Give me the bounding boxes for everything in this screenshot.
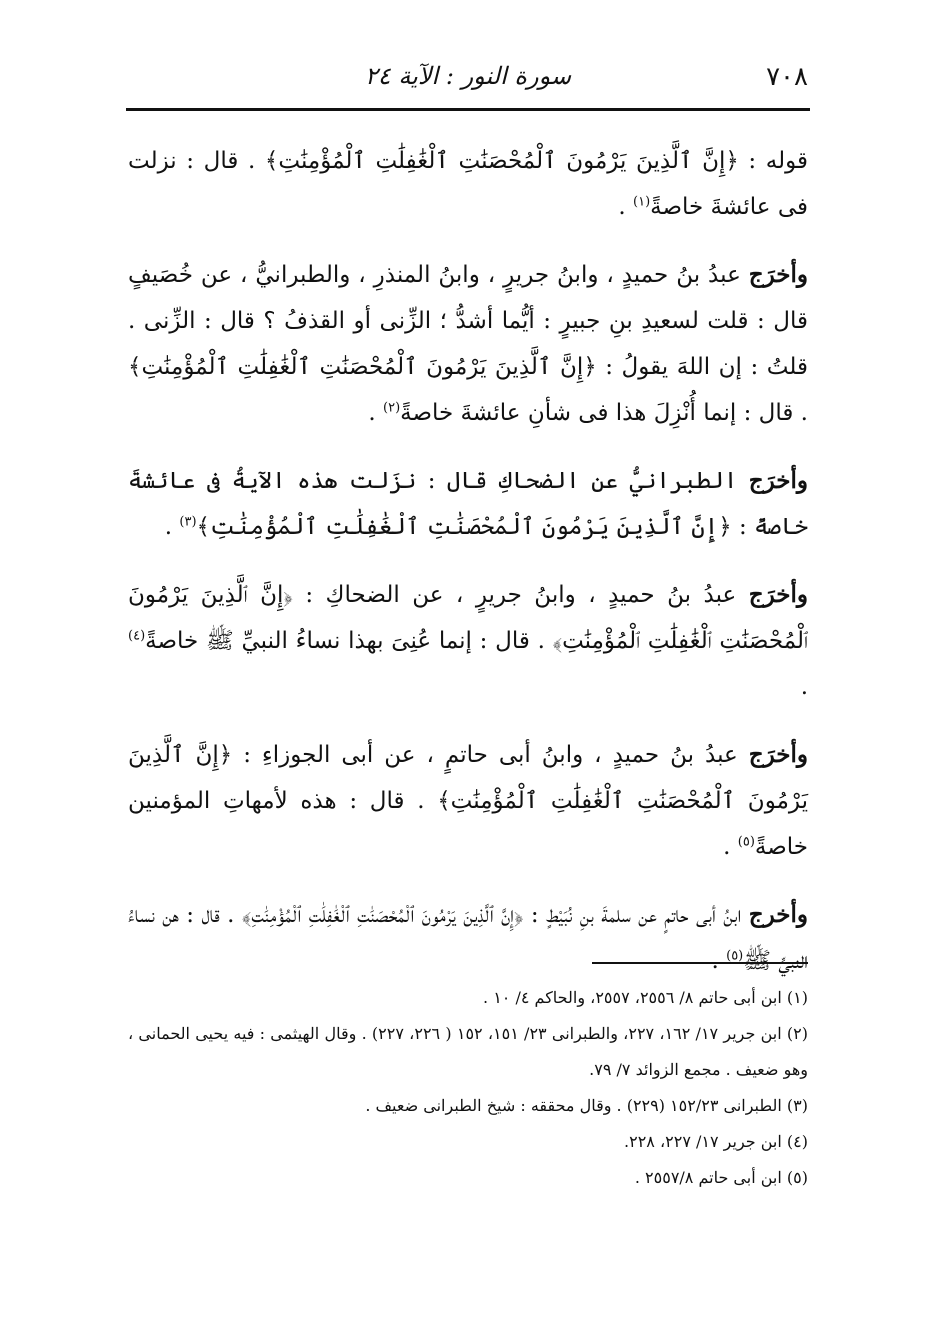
paragraph-tail: .	[164, 514, 180, 540]
footnote-5: (٥) ابن أبى حاتم ٢٥٥٧/٨ .	[634, 1168, 808, 1187]
paragraph-text: الطبرانيُّ عن الضحاكِ قال : نزَلت هذه الآيةُ فى عائشةَ خاصةً : ﴿إِنَّ ٱلَّذِينَ يَرْمُونَ ٱلْمُحْصَنَٰتِ ٱلْغَٰفِلَٰتِ ٱلْمُؤْمِنَٰتِ﴾	[128, 468, 808, 540]
footnotes	[128, 980, 808, 1196]
paragraph-tail: .	[723, 834, 738, 860]
page-number: ٧٠٨	[766, 62, 808, 92]
footnote-ref[interactable]: (١)	[633, 194, 651, 210]
paragraph-tail: .	[711, 948, 727, 974]
header-rule	[126, 108, 810, 111]
footnote-1: (١) ابن أبى حاتم ٨/ ٢٥٥٦، ٢٥٥٧، والحاكم ٤/ ١٠ .	[483, 988, 808, 1007]
footnote-rule	[592, 962, 808, 964]
paragraph-6	[128, 892, 808, 984]
paragraph-text: قوله : ﴿إِنَّ ٱلَّذِينَ يَرْمُونَ ٱلْمُحْصَنَٰتِ ٱلْغَٰفِلَٰتِ ٱلْمُؤْمِنَٰتِ﴾ . قال : نزلت فى عائشةَ خاصةً	[128, 148, 808, 220]
footnote-4: (٤) ابن جرير ١٧/ ٢٢٧، ٢٢٨.	[624, 1132, 808, 1151]
paragraph-text: عبدُ بنُ حميدٍ ، وابنُ أبى حاتمٍ ، عن أبى الجوزاءِ : ﴿إِنَّ ٱلَّذِينَ يَرْمُونَ ٱلْمُحْصَنَٰتِ ٱلْغَٰفِلَٰتِ ٱلْمُؤْمِنَٰتِ﴾ . قال : هذه لأمهاتِ المؤمنين خاصةً	[128, 742, 808, 860]
footnote-ref[interactable]: (٤)	[128, 628, 146, 644]
footnote-2: (٢) ابن جرير ١٧/ ١٦٢، ٢٢٧، والطبرانى ٢٣/ ١٥١، ١٥٢ ( ٢٢٦، ٢٢٧) . وقال الهيثمى : فيه يحيى الحمانى ، وهو ضعيف . مجمع الزوائد ٧/ ٧٩.	[128, 1024, 809, 1079]
paragraph-3	[128, 458, 808, 550]
paragraph-1	[128, 138, 808, 230]
footnote-ref[interactable]: (٢)	[383, 400, 401, 416]
paragraph-lead: وأخرج	[748, 901, 808, 928]
footnote-ref[interactable]: (٣)	[179, 514, 197, 530]
paragraph-text: عبدُ بنُ حميدٍ ، وابنُ جريرٍ ، عن الضحاكِ : ﴿إِنَّ ٱلَّذِينَ يَرْمُونَ ٱلْمُحْصَنَٰتِ ٱلْغَٰفِلَٰتِ ٱلْمُؤْمِنَٰتِ﴾ . قال : إنما عُنِىَ بهذا نساءُ النبيِّ ﷺ خاصةً	[128, 582, 808, 654]
paragraph-tail: .	[800, 674, 808, 700]
paragraph-2	[128, 252, 808, 436]
footnote-ref[interactable]: (٥)	[726, 948, 744, 964]
main-text	[128, 138, 808, 1006]
paragraph-tail: .	[618, 194, 633, 220]
footnote-ref[interactable]: (٥)	[737, 834, 755, 850]
paragraph-lead: وأخرَج	[748, 581, 808, 608]
paragraph-text: ابنُ أبى حاتمٍ عن سلمةَ بنِ نُبَيْطٍ : ﴿إِنَّ ٱلَّذِينَ يَرْمُونَ ٱلْمُحْصَنَٰتِ ٱلْغَٰفِلَٰتِ ٱلْمُؤْمِنَٰتِ﴾ . قال : هن نساءُ النبيِّ ﷺ	[128, 902, 808, 974]
paragraph-5	[128, 732, 808, 870]
paragraph-lead: وأخرَج	[748, 741, 808, 768]
running-title: سورة النور : الآية ٢٤	[364, 62, 572, 90]
paragraph-lead: وأخرَج	[748, 467, 808, 494]
footnote-3: (٣) الطبرانى ١٥٢/٢٣ (٢٢٩) . وقال محققه : شيخ الطبرانى ضعيف .	[365, 1096, 808, 1115]
paragraph-tail: .	[368, 400, 383, 426]
paragraph-lead: وأخرَج	[748, 261, 808, 288]
paragraph-4	[128, 572, 808, 710]
page-header	[128, 60, 808, 100]
paragraph-text: عبدُ بنُ حميدٍ ، وابنُ جريرٍ ، وابنُ المنذرِ ، والطبرانيُّ ، عن خُصَيفٍ قال : قلت لسعيدِ بنِ جبيرٍ : أيُّما أشدُّ ؛ الزِّنى أو القذفُ ؟ قال : الزِّنى . قلتُ : إن اللهَ يقولُ : ﴿إِنَّ ٱلَّذِينَ يَرْمُونَ ٱلْمُحْصَنَٰتِ ٱلْغَٰفِلَٰتِ ٱلْمُؤْمِنَٰتِ﴾ . قال : إنما أُنْزِلَ هذا فى شأنِ عائشةَ خاصةً	[128, 262, 808, 426]
